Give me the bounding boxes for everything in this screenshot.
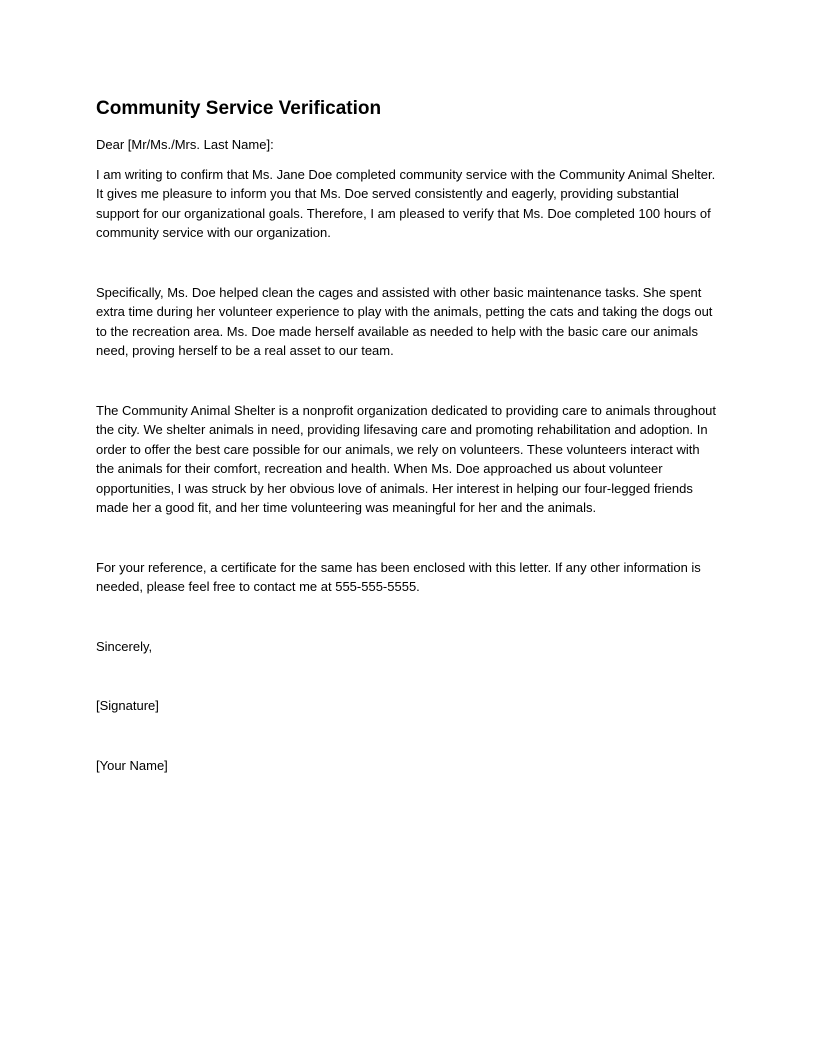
- paragraph-spacer: [96, 518, 720, 558]
- salutation: Dear [Mr/Ms./Mrs. Last Name]:: [96, 137, 274, 152]
- closing: Sincerely,: [96, 638, 153, 654]
- letter-body: [96, 96, 720, 775]
- paragraph-spacer: [96, 656, 720, 696]
- signature-placeholder: [Signature]: [96, 698, 159, 713]
- paragraph-organization: The Community Animal Shelter is a nonprofit organization dedicated to providing care to animals throughout the city. We shelter animals in need, providing lifesaving care and promoting rehabilitation and adoption. In order to offer the best care possible for our animals, we rely on volunteers. These volunteers interact with the animals for their comfort, recreation and health. When Ms. Doe approached us about volunteer opportunities, I was struck by her obvious love of animals. Her interest in helping our four-legged friends made her a good fit, and her time volunteering was meaningful for her and the animals.: [96, 402, 717, 515]
- name-placeholder: [Your Name]: [96, 757, 168, 773]
- paragraph-spacer: [96, 361, 720, 401]
- paragraph-spacer: [96, 716, 720, 756]
- paragraph-confirmation: I am writing to confirm that Ms. Jane Doe completed community service with the Community Animal Shelter. It gives me pleasure to inform you that Ms. Doe served consistently and eagerly, providing substantial support for our organizational goals. Therefore, I am pleased to verify that Ms. Doe completed 100 hours of community service with our organization.: [96, 166, 716, 240]
- paragraph-spacer: [96, 243, 720, 283]
- document-title: Community Service Verification: [96, 98, 382, 119]
- paragraph-spacer: [96, 597, 720, 637]
- paragraph-duties: Specifically, Ms. Doe helped clean the cages and assisted with other basic maintenance tasks. She spent extra time during her volunteer experience to play with the animals, petting the cats and taking the dogs out to the recreation area. Ms. Doe made herself available as needed to help with the basic care our animals need, proving herself to be a real asset to our team.: [96, 284, 713, 358]
- paragraph-reference: For your reference, a certificate for the same has been enclosed with this letter. If any other information is needed, please feel free to contact me at 555-555-5555.: [96, 559, 701, 594]
